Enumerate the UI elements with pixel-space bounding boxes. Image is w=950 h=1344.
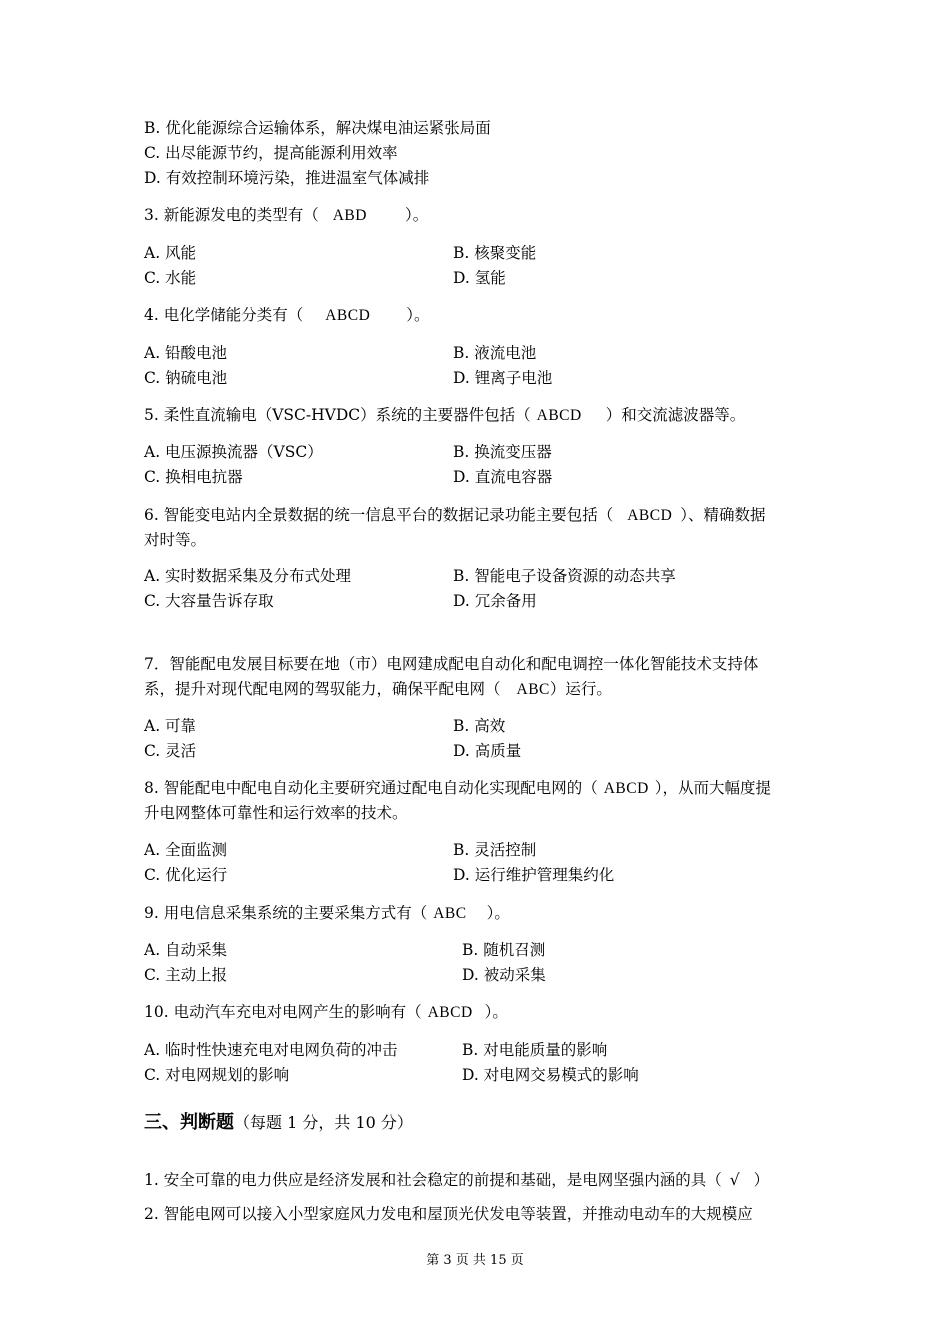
section-heading [144,1112,413,1134]
option-d: D. 直流电容器 [453,468,553,486]
q3-options-row1 [144,243,537,263]
q7-options-row2 [144,741,522,761]
question-text: 1. 安全可靠的电力供应是经济发展和社会稳定的前提和基础，是电网坚强内涵的具（ [144,1171,722,1189]
q7-options-row1 [144,716,506,736]
page-footer: 第 3 页 共 15 页 [426,1253,524,1268]
answer: ABCD [603,780,649,797]
section-note: （每题 1 分，共 10 分） [234,1113,413,1132]
option-d: D. 冗余备用 [453,592,537,610]
q5-options-row1 [144,442,552,462]
option-a: A. 铅酸电池 [144,344,228,362]
option-c: C. 主动上报 [144,966,228,984]
option-d: D. 锂离子电池 [453,369,553,387]
option-b: B. 随机召测 [462,941,546,959]
q4-options-row1 [144,343,537,363]
answer: ABC [516,681,550,698]
question-text: 10. 电动汽车充电对电网产生的影响有（ [144,1003,422,1021]
answer: ABC [433,905,467,922]
q10-options-row2 [144,1065,639,1085]
question-text: ）。 [486,904,510,922]
answer: √ [729,1171,740,1189]
q4-options-row2 [144,368,553,388]
question-text: 4. 电化学储能分类有（ [144,306,304,324]
option-c: C. 钠硫电池 [144,369,228,387]
answer: ABD [332,207,367,224]
option-c: C. 灵活 [144,742,197,760]
option-a: A. 临时性快速充电对电网负荷的冲击 [144,1041,398,1059]
option-d: D. 运行维护管理集约化 [453,866,615,884]
option-b: B. 核聚变能 [453,244,537,262]
question-10 [144,1002,508,1023]
answer: ABCD [627,507,673,524]
question-5 [144,405,745,426]
answer: ABCD [325,307,371,324]
question-7-cont [144,679,612,700]
q9-options-row1 [144,940,546,960]
q10-options-row1 [144,1040,608,1060]
option-b: B. 换流变压器 [453,443,552,461]
q8-options-row1 [144,840,537,860]
option-a: A. 实时数据采集及分布式处理 [144,567,352,585]
question-text: ）、精确数据 [680,506,766,524]
option-c: C. 对电网规划的影响 [144,1066,290,1084]
q3-options-row2 [144,268,506,288]
option-d-line: D. 有效控制环境污染，推进温室气体减排 [144,169,430,187]
judgement-1 [144,1170,769,1190]
option-b: B. 灵活控制 [453,841,537,859]
question-text: ），从而大幅度提 [654,779,772,797]
question-9 [144,903,510,924]
q6-options-row1 [144,566,676,586]
option-b: B. 高效 [453,717,506,735]
question-3 [144,205,428,226]
option-a: A. 可靠 [144,717,197,735]
option-c: C. 大容量告诉存取 [144,592,274,610]
option-a: A. 电压源换流器（VSC） [144,443,323,461]
question-6 [144,505,766,526]
question-4 [144,305,430,326]
question-text: 3. 新能源发电的类型有（ [144,206,319,224]
question-text: ） [753,1171,770,1189]
option-d: D. 氢能 [453,269,506,287]
question-6-cont: 对时等。 [144,531,207,549]
option-a: A. 风能 [144,244,197,262]
question-text: ）运行。 [549,680,612,698]
section-title: 三、判断题 [144,1112,234,1133]
question-text: ）。 [406,306,430,324]
question-8 [144,778,771,799]
option-c: C. 优化运行 [144,866,228,884]
option-b: B. 液流电池 [453,344,537,362]
question-text: 6. 智能变电站内全景数据的统一信息平台的数据记录功能主要包括（ [144,506,614,524]
option-c-line: C. 出尽能源节约，提高能源利用效率 [144,144,398,162]
question-text: 8. 智能配电中配电自动化主要研究通过配电自动化实现配电网的（ [144,779,598,797]
answer: ABCD [536,407,582,424]
question-7: 7．智能配电发展目标要在地（市）电网建成配电自动化和配电调控一体化智能技术支持体 [144,655,759,673]
question-text: 5. 柔性直流输电（VSC-HVDC）系统的主要器件包括（ [144,406,531,424]
q6-options-row2 [144,591,537,611]
option-a: A. 自动采集 [144,941,228,959]
option-c: C. 水能 [144,269,197,287]
question-text: 系，提升对现代配电网的驾驭能力，确保平配电网（ [144,680,501,698]
q5-options-row2 [144,467,553,487]
q9-options-row2 [144,965,546,985]
question-text: 9. 用电信息采集系统的主要采集方式有（ [144,904,428,922]
option-b: B. 智能电子设备资源的动态共享 [453,567,676,585]
option-c: C. 换相电抗器 [144,468,243,486]
q8-options-row2 [144,865,615,885]
option-b-line: B. 优化能源综合运输体系，解决煤电油运紧张局面 [144,119,491,137]
option-d: D. 被动采集 [462,966,546,984]
option-d: D. 高质量 [453,742,522,760]
judgement-2: 2. 智能电网可以接入小型家庭风力发电和屋顶光伏发电等装置，并推动电动车的大规模应 [144,1205,753,1223]
option-b: B. 对电能质量的影响 [462,1041,608,1059]
question-text: ）。 [484,1003,508,1021]
question-8-cont: 升电网整体可靠性和运行效率的技术。 [144,804,408,822]
question-text: ）。 [404,206,429,224]
option-d: D. 对电网交易模式的影响 [462,1066,639,1084]
answer: ABCD [427,1004,473,1021]
question-text: ）和交流滤波器等。 [605,406,746,424]
option-a: A. 全面监测 [144,841,228,859]
